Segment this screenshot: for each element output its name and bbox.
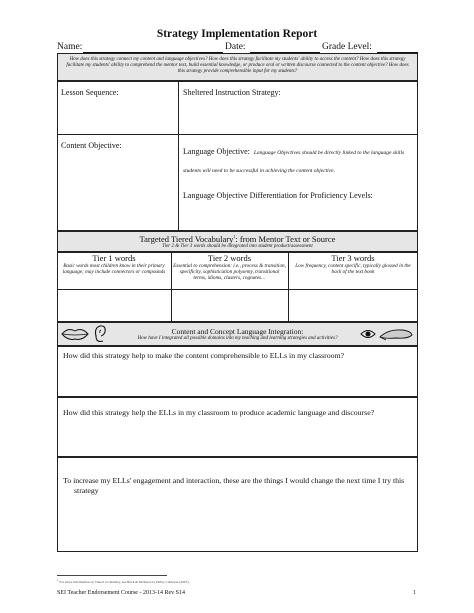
footnote-rule: [57, 575, 167, 576]
footnote-number: 1: [57, 578, 59, 582]
integration-subtitle: How have I integrated all possible domains into my teaching and learning strategies and activities?: [137, 336, 338, 341]
question-3: To increase my ELLs' engagement and interaction, these are the things I would change the next time I try this strategy: [63, 476, 405, 495]
tier-1-cell[interactable]: [58, 290, 170, 321]
vocab-title-rest: : from Mentor Text or Source: [235, 234, 336, 244]
page-number: 1: [413, 590, 416, 596]
vocab-title-text: Targeted Tiered Vocabulary: [139, 234, 234, 244]
ear-icon: [93, 324, 107, 344]
column-divider: [178, 81, 179, 231]
tier-2-header: [173, 253, 286, 282]
tier-3-header: [290, 253, 416, 275]
question-box-1[interactable]: [57, 346, 418, 397]
question-2: How did this strategy help the ELLs in my classroom to produce academic language and discourse?: [63, 408, 375, 417]
date-label: Date:: [225, 42, 246, 52]
vocab-footnote-mark: 1: [233, 234, 236, 240]
vocab-header: [57, 231, 418, 252]
lesson-sequence-label: Lesson Sequence:: [61, 88, 119, 97]
intro-box: [57, 53, 418, 81]
question-box-3[interactable]: [57, 457, 418, 552]
footnote: [57, 578, 189, 584]
tier-3-desc: Low frequency, content specific, typically glossed in the back of the text book: [295, 263, 411, 276]
language-objective: [183, 141, 415, 177]
tier-2-cell[interactable]: [172, 290, 287, 321]
lips-icon: [60, 326, 90, 342]
eye-icon: [360, 326, 376, 342]
tier-1-header: [59, 253, 169, 275]
language-objective-note: Language Objectives should be directly linked to the language skills students will need to be successful in achieving the content objective.: [183, 150, 405, 174]
content-objective-label: Content Objective:: [61, 141, 122, 150]
tier-3-cell[interactable]: [289, 290, 417, 321]
tier-2-desc: Essential to comprehension: i.e., process & transition, specificity, sophistication polysemy, transitional terms, idioms, clusters, cognates…: [173, 263, 286, 282]
tier-3-title: Tier 3 words: [331, 253, 375, 263]
vocab-subtitle: Tier 2 & Tier 3 words should be integrated into student product/assessment: [162, 244, 313, 249]
writing-hand-icon: [378, 327, 414, 341]
question-box-2[interactable]: [57, 397, 418, 457]
tier-1-title: Tier 1 words: [92, 253, 136, 263]
sheltered-strategy-label: Sheltered Instruction Strategy:: [183, 88, 281, 97]
differentiation-label: Language Objective Differentiation for Proficiency Levels:: [183, 191, 373, 200]
grade-label: Grade Level:: [322, 42, 372, 52]
footer-course: SEI Teacher Endorsement Course - 2013-14 Rev S14: [57, 590, 185, 596]
footnote-text: For more information on Tiered vocabulary, see Beck & McKeown (1985), Calderón (2007).: [59, 580, 190, 585]
tier-1-desc: Basic words most children know in their primary language; may include connectors or compounds: [62, 263, 166, 276]
name-label: Name:: [57, 42, 83, 52]
vocab-title: [58, 234, 417, 244]
integration-title: Content and Concept Language Integration:: [171, 327, 304, 336]
question-1: How did this strategy help to make the content comprehensible to ELLs in my classroom?: [63, 351, 345, 360]
page-title: Strategy Implementation Report: [156, 28, 318, 40]
intro-questions: How does this strategy connect my content and language objectives? How does this strategy facilitate my students' ability to access the content? How does this strategy facilitate my students' ability to comprehend the mentor text, build essential knowledge, or produce oral or written discourse connected to the content objective? How does this strategy provide comprehensible input for my students?: [66, 57, 409, 74]
language-objective-label: Language Objective:: [183, 147, 250, 156]
tier-2-title: Tier 2 words: [207, 253, 252, 263]
row-divider: [57, 134, 418, 135]
